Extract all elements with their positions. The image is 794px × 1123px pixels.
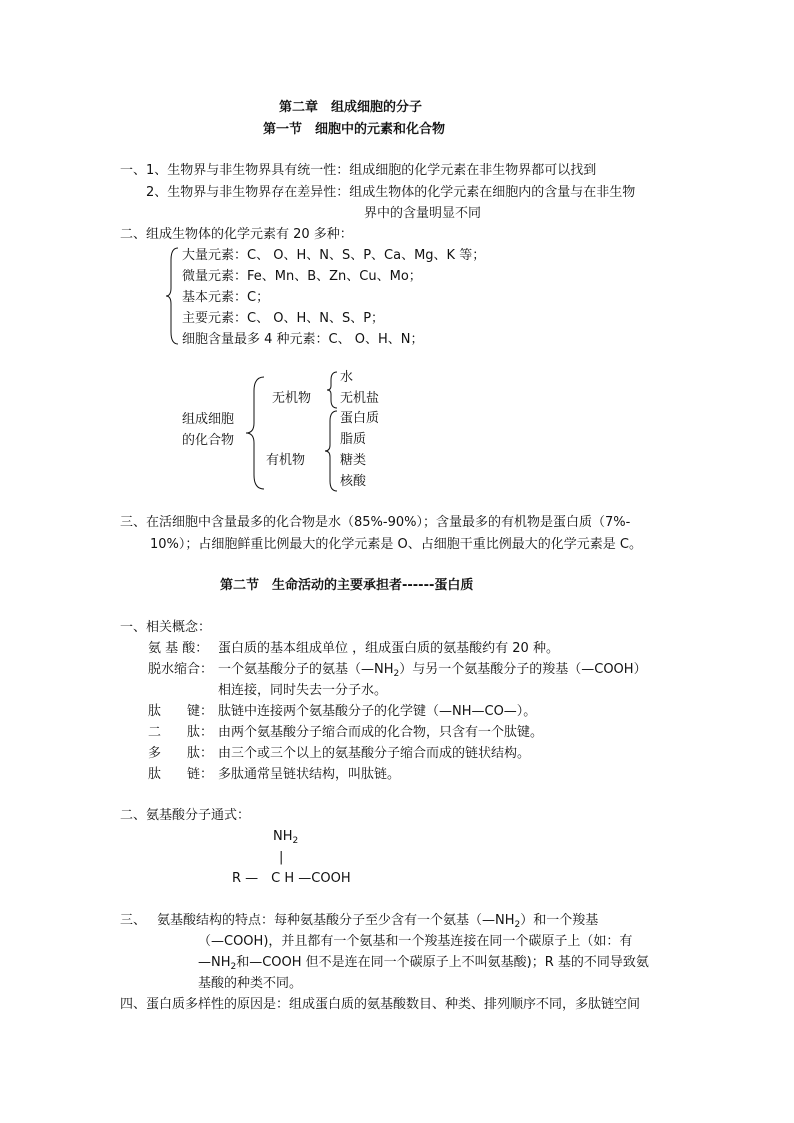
feature-line3-sub: 2 (230, 962, 237, 972)
def-peptide-chain: 多肽通常呈链状结构，叫肽链。 (218, 767, 401, 782)
feature-line3-b: 和—COOH 但不是连在同一个碳原子上不叫氨基酸)；R 基的不同导致氨 (236, 955, 649, 970)
feature-line1-sub: 2 (514, 920, 521, 930)
element-item-top4: 细胞含量最多 4 种元素：C、 O、H、N； (182, 332, 424, 347)
feature-number: 三、 (120, 913, 147, 928)
term-polypeptide: 多 肽： (148, 746, 214, 761)
part3-line2: 10%）；占细胞鲜重比例最大的化学元素是 O、占细胞干重比例最大的化学元素是 C。 (150, 537, 642, 552)
feature-line2: （—COOH)，并且都有一个氨基和一个羧基连接在同一个碳原子上（如：有 (198, 934, 633, 949)
part1-line2-cont: 界中的含量明显不同 (364, 206, 482, 221)
inorganic-brace (327, 370, 339, 410)
feature-line1-a: 氨基酸结构的特点：每种氨基酸分子至少含有一个氨基（—NH (157, 913, 515, 928)
element-item-main: 主要元素：C、 O、H、N、S、P； (182, 311, 385, 326)
compounds-root-line1: 组成细胞 (182, 412, 235, 427)
formula-nh: NH (273, 829, 293, 844)
inorganic-item-salt: 无机盐 (340, 391, 380, 406)
term-dipeptide: 二 肽： (148, 725, 214, 740)
def-dehydration-cont: 相连接，同时失去一分子水。 (218, 683, 388, 698)
organic-item-nucleic: 核酸 (340, 474, 367, 489)
section1-title: 第一节 细胞中的元素和化合物 (263, 122, 446, 137)
def-polypeptide: 由三个或三个以上的氨基酸分子缩合而成的链状结构。 (218, 746, 531, 761)
part3-line1: 三、在活细胞中含量最多的化合物是水（85%-90%）；含量最多的有机物是蛋白质（7%- (120, 515, 631, 530)
formula-nh2 (273, 827, 298, 851)
def-dehydration-sub: 2 (393, 669, 400, 679)
section2-title: 第二节 生命活动的主要承担者------蛋白质 (220, 578, 474, 593)
def-dehydration-a: 一个氨基酸分子的氨基（—NH (218, 662, 394, 677)
compounds-root-line2: 的化合物 (182, 433, 235, 448)
feature-line4: 基酸的种类不同。 (198, 976, 303, 991)
feature-line3-a: —NH (198, 955, 231, 970)
organic-item-lipid: 脂质 (340, 432, 367, 447)
def-amino-acid: 蛋白质的基本组成单位 ，组成蛋白质的氨基酸约有 20 种。 (218, 641, 559, 656)
organic-brace (325, 409, 339, 493)
formula-nh-sub: 2 (292, 836, 299, 846)
term-peptide-bond: 肽 键： (148, 704, 214, 719)
part1-line2: 2、生物界与非生物界存在差异性：组成生物体的化学元素在细胞内的含量与在非生物 (146, 185, 636, 200)
concepts-heading: 一、相关概念： (120, 620, 212, 635)
term-peptide-chain: 肽 链： (148, 767, 214, 782)
part1-line1: 1、生物界与非生物界具有统一性：组成细胞的化学元素在非生物界都可以找到 (146, 163, 597, 178)
part1-number: 一、 (120, 163, 147, 178)
element-item-trace: 微量元素：Fe、Mn、B、Zn、Cu、Mo； (182, 269, 422, 284)
chapter-title: 第二章 组成细胞的分子 (279, 100, 423, 115)
feature-line1-b: ）和一个羧基 (520, 913, 599, 928)
element-item-basic: 基本元素：C； (182, 290, 270, 305)
diversity-line1: 四、蛋白质多样性的原因是：组成蛋白质的氨基酸数目、种类、排列顺序不同，多肽链空间 (120, 997, 641, 1012)
inorganic-item-water: 水 (340, 370, 354, 385)
elements-brace (166, 246, 180, 346)
term-dehydration: 脱水缩合： (148, 662, 214, 677)
organic-label: 有机物 (266, 453, 306, 468)
def-dipeptide: 由两个氨基酸分子缩合而成的化合物，只含有一个肽键。 (218, 725, 544, 740)
formula-bond: | (279, 850, 284, 865)
organic-item-sugar: 糖类 (340, 453, 367, 468)
formula-heading: 二、氨基酸分子通式： (120, 808, 251, 823)
inorganic-label: 无机物 (272, 391, 312, 406)
def-peptide-bond: 肽链中连接两个氨基酸分子的化学键（—NH—CO—）。 (218, 704, 537, 719)
organic-item-protein: 蛋白质 (340, 411, 380, 426)
part2-heading: 二、组成生物体的化学元素有 20 多种： (120, 227, 353, 242)
element-item-major: 大量元素：C、 O、H、N、S、P、Ca、Mg、K 等； (182, 248, 486, 263)
def-dehydration-b: ）与另一个氨基酸分子的羧基（—COOH） (399, 662, 647, 677)
term-amino-acid: 氨 基 酸： (148, 641, 209, 656)
formula-main: R — C H —COOH (232, 871, 351, 886)
compounds-brace (246, 375, 266, 491)
